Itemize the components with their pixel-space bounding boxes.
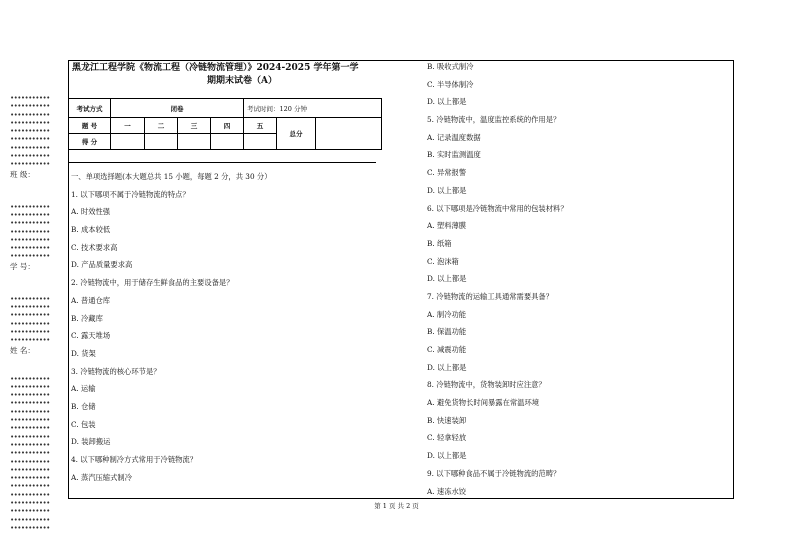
seal-dots: ••••••••••• [10,482,50,491]
option-text: A. 速冻水饺 [427,486,467,496]
option-text: D. 货架 [71,348,96,358]
question-text: 2. 冷链物流中，用于储存生鲜食品的主要设备是？ [71,278,234,288]
option-text: C. 减震功能 [427,345,467,354]
option-text: B. 仓储 [71,401,96,411]
name-label: 姓 名： [10,345,35,355]
option-text: D. 以上都是 [427,185,467,195]
exam-title [72,62,412,87]
seal-dots: ••••••••••• [10,327,50,336]
option-text: B. 实时监测温度 [427,150,481,160]
option-text: D. 产品质量要求高 [71,260,133,270]
option-text: D. 以上都是 [427,362,467,372]
option-text: B. 冷藏库 [71,313,103,323]
score-cell-5[interactable] [244,134,277,150]
score-label: 得 分 [69,134,111,150]
option-text: B. 快速装卸 [427,415,467,425]
seal-dots: ••••••••••• [10,219,50,228]
seal-dots: ••••••••••• [10,382,50,391]
option-text: C. 半导体制冷 [427,79,474,89]
option-text: A. 普通仓库 [71,295,111,305]
question-col-3: 三 [178,118,211,134]
question-col-5: 五 [244,118,277,134]
option-text: C. 露天堆场 [71,331,111,341]
seal-dots: ••••••••••• [10,202,50,211]
exam-mode-label: 考试方式 [69,99,111,118]
option-text: A. 塑料薄膜 [427,221,467,231]
question-text: 9. 以下哪种食品不属于冷链物流的范畴？ [427,468,561,478]
seal-dots: ••••••••••• [10,336,50,345]
question-col-2: 二 [145,118,178,134]
total-label: 总分 [277,118,316,150]
divider [68,162,376,163]
option-text: A. 运输 [71,384,96,394]
option-text: B. 吸收式制冷 [427,62,474,71]
option-text: D. 以上都是 [427,274,467,284]
total-score-cell[interactable] [316,118,382,150]
seal-dots: ••••••••••• [10,143,50,152]
seal-dots: ••••••••••• [10,432,50,441]
question-col-1: 一 [111,118,145,134]
seal-dots: ••••••••••• [10,457,50,466]
seal-dots: ••••••••••• [10,110,50,119]
section-heading: 一、单项选择题(本大题总共 15 小题，每题 2 分，共 30 分） [71,172,272,181]
right-column [427,58,568,500]
option-text: D. 装卸搬运 [71,437,111,447]
option-text: B. 成本较低 [71,225,111,235]
score-cell-4[interactable] [211,134,244,150]
score-table [68,98,382,150]
seal-dots: ••••••••••• [10,118,50,127]
seal-dots: ••••••••••• [10,424,50,433]
question-no-label: 题 号 [69,118,111,134]
class-label: 班 级： [10,169,35,179]
seal-dots: ••••••••••• [10,311,50,320]
seal-dots: ••••••••••• [10,94,50,102]
seal-dots: ••••••••••• [10,374,50,383]
seal-dots: ••••••••••• [10,465,50,474]
exam-title-line1: 黑龙江工程学院《物流工程（冷链物流管理）》2024-2025 学年第一学 [72,63,359,73]
exam-mode-value: 闭卷 [111,99,244,118]
seal-dots: ••••••••••• [10,294,50,303]
score-cell-3[interactable] [178,134,211,150]
score-cell-1[interactable] [111,134,145,150]
seal-dots: ••••••••••• [10,102,50,111]
seal-dots: ••••••••••• [10,523,50,532]
option-text: C. 技术要求高 [71,242,118,252]
seal-dots: ••••••••••• [10,416,50,425]
seal-dots: ••••••••••• [10,252,50,261]
seal-dots: ••••••••••• [10,160,50,169]
option-text: D. 以上都是 [427,97,467,107]
option-text: A. 蒸汽压缩式制冷 [71,472,132,482]
seal-dots: ••••••••••• [10,474,50,483]
seal-dots: ••••••••••• [10,449,50,458]
option-text: C. 异常报警 [427,168,467,178]
question-text: 8. 冷链物流中，货物装卸时应注意？ [427,380,546,390]
seal-dots: ••••••••••• [10,210,50,219]
seal-dots: ••••••••••• [10,227,50,236]
seal-dots: ••••••••••• [10,507,50,516]
seal-dots: ••••••••••• [10,127,50,136]
score-cell-2[interactable] [145,134,178,150]
student-id-label: 学 号： [10,261,35,271]
binding-margin [10,94,58,532]
question-text: 1. 以下哪项不属于冷链物流的特点？ [71,189,190,199]
seal-dots: ••••••••••• [10,440,50,449]
seal-dots: ••••••••••• [10,515,50,524]
option-text: A. 时效性强 [71,207,111,217]
option-text: C. 泡沫箱 [427,256,459,266]
left-column [71,168,272,486]
seal-dots: ••••••••••• [10,490,50,499]
seal-dots: ••••••••••• [10,399,50,408]
seal-dots: ••••••••••• [10,498,50,507]
option-text: B. 纸箱 [427,238,452,248]
option-text: A. 记录温度数据 [427,132,481,142]
exam-title-line2: 期期末试卷（A） [207,75,277,86]
question-col-4: 四 [211,118,244,134]
seal-dots: ••••••••••• [10,135,50,144]
question-text: 6. 以下哪项是冷链物流中常用的包装材料？ [427,203,568,213]
seal-dots: ••••••••••• [10,319,50,328]
question-text: 7. 冷链物流的运输工具通常需要具备？ [427,291,554,301]
question-text: 4. 以下哪种制冷方式常用于冷链物流？ [71,455,198,464]
exam-time: 考试时间：120 分钟 [244,99,382,118]
option-text: C. 轻拿轻放 [427,433,467,443]
question-text: 5. 冷链物流中，温度监控系统的作用是？ [427,115,561,125]
page-number: 第 1 页 共 2 页 [374,502,419,510]
option-text: D. 以上都是 [427,451,467,461]
seal-dots: ••••••••••• [10,303,50,312]
seal-dots: ••••••••••• [10,244,50,253]
option-text: B. 保温功能 [427,327,467,337]
question-text: 3. 冷链物流的核心环节是？ [71,366,161,376]
option-text: A. 避免货物长时间暴露在常温环境 [427,398,540,408]
option-text: A. 制冷功能 [427,309,467,319]
option-text: C. 包装 [71,419,96,429]
seal-dots: ••••••••••• [10,391,50,400]
seal-dots: ••••••••••• [10,407,50,416]
seal-dots: ••••••••••• [10,235,50,244]
seal-dots: ••••••••••• [10,152,50,161]
